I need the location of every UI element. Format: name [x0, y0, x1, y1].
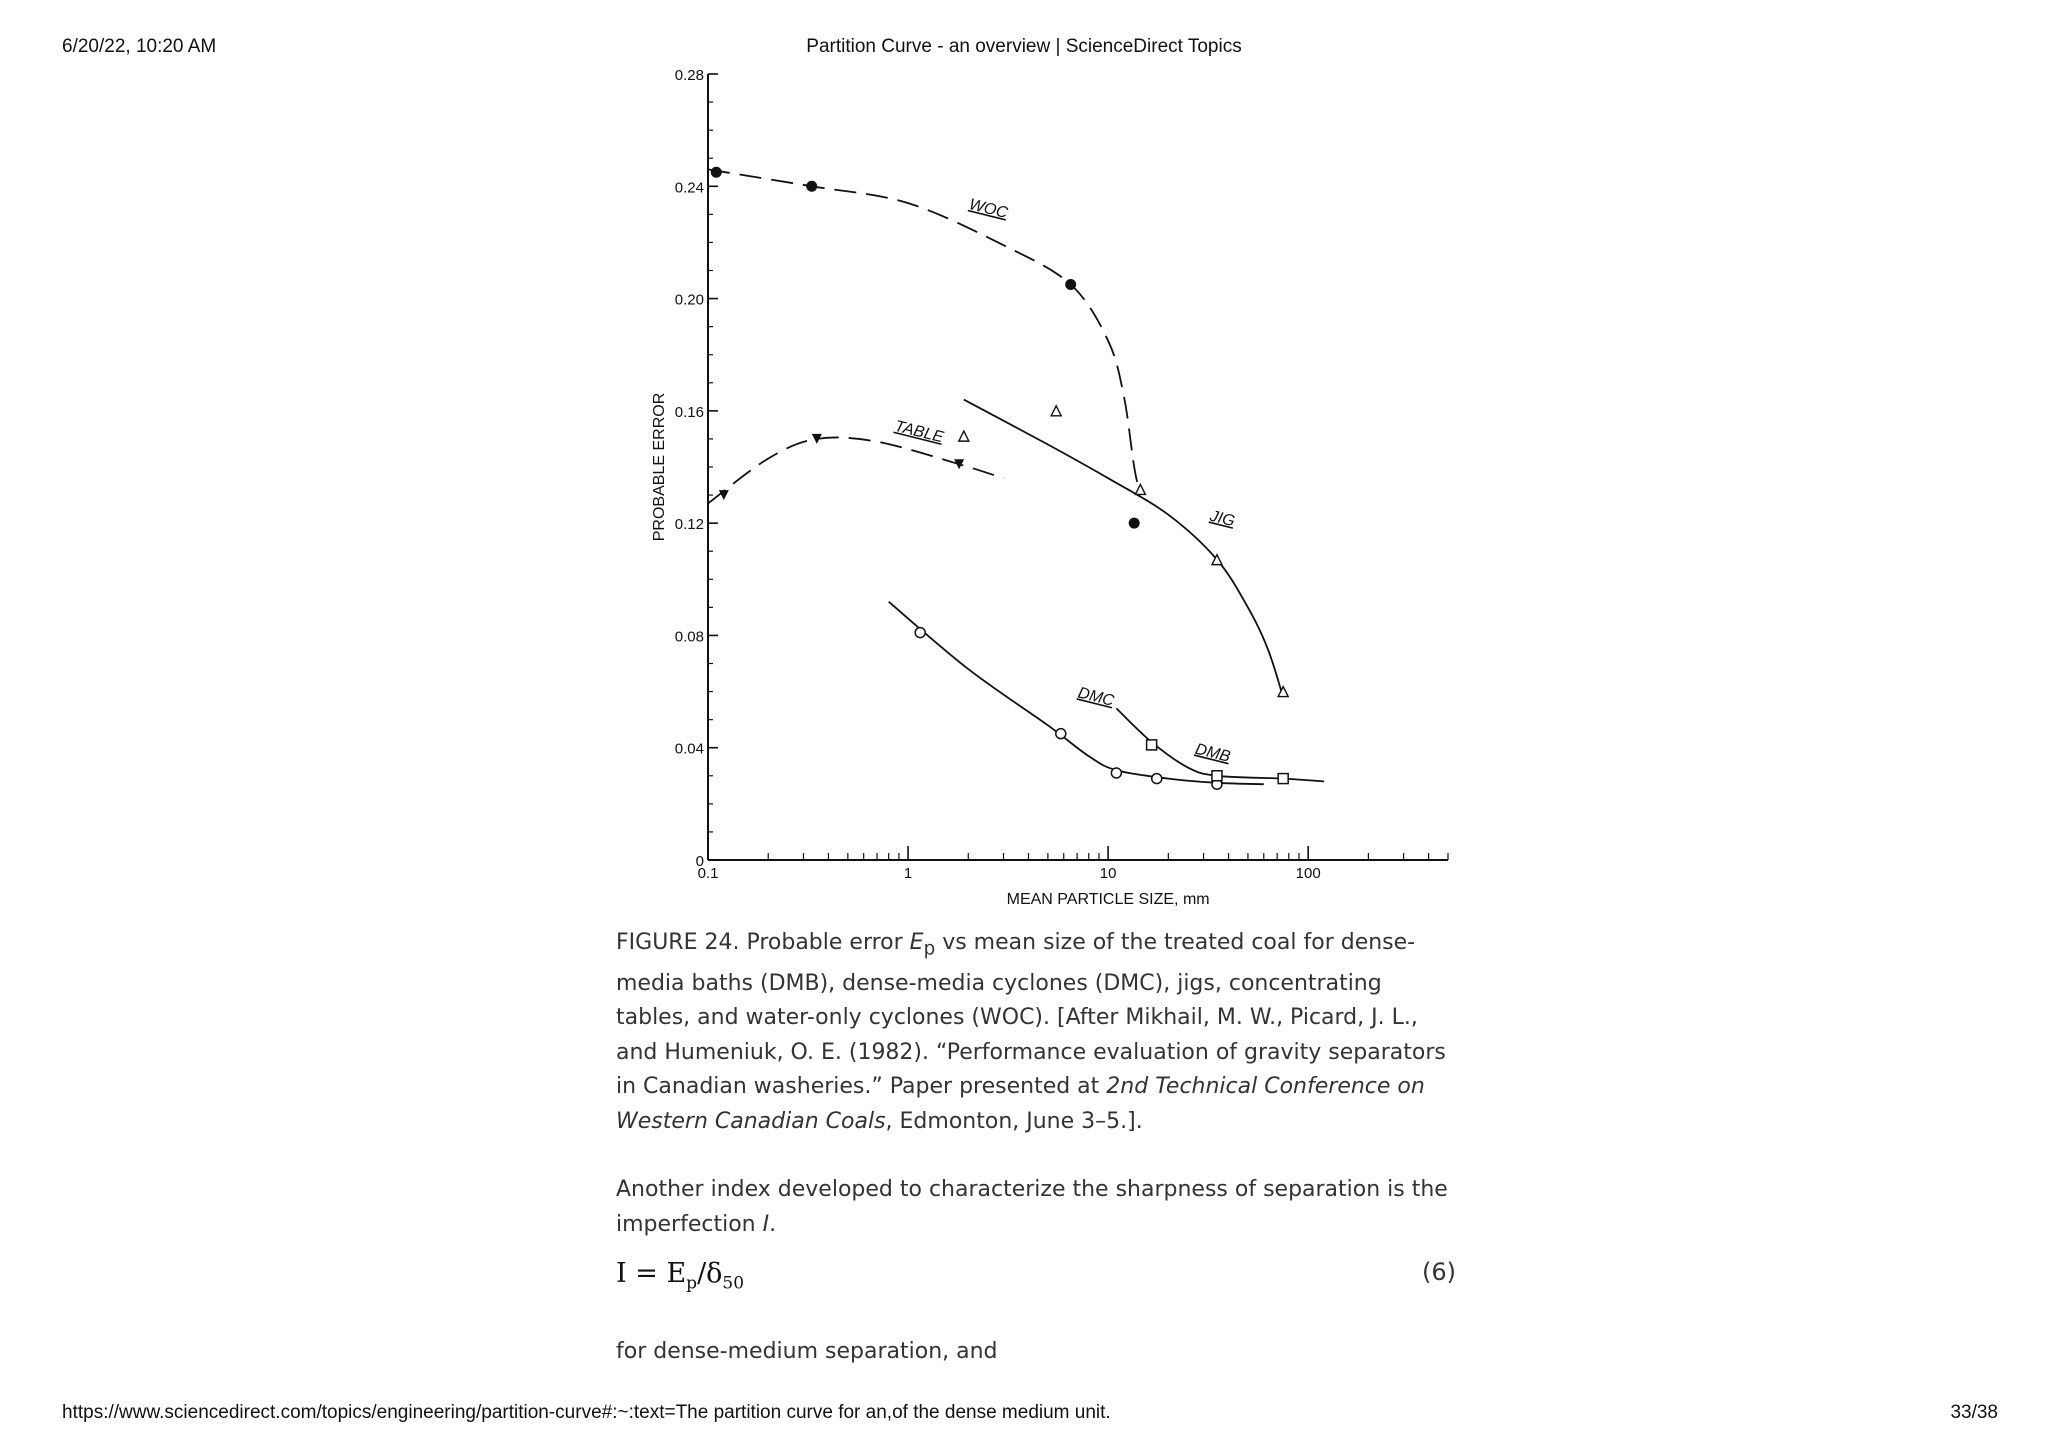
label-dmc: DMC: [1076, 684, 1116, 710]
y-tick-label-0.16: 0.16: [674, 403, 704, 421]
eq-ep-sub: p: [686, 1273, 698, 1294]
y-tick-label-0.24: 0.24: [674, 179, 704, 197]
point-woc-1: [806, 181, 817, 192]
label-woc: WOC: [967, 196, 1010, 223]
eq-lhs: I = E: [616, 1258, 687, 1289]
x-axis-label: MEAN PARTICLE SIZE, mm: [1006, 891, 1210, 908]
paragraph-end: .: [769, 1212, 777, 1237]
x-tick-label-0.1: 0.1: [697, 865, 719, 882]
print-page-number: 33/38: [1950, 1402, 1998, 1423]
figure-caption: [616, 926, 1456, 1139]
point-dmb-2: [1278, 774, 1288, 784]
point-table-0: [719, 490, 729, 500]
caption-body: vs mean size of the treated coal for dense-media baths (DMB), dense-media cyclones (DMC), jigs, concentrating tables, and water-only cyclones (WOC). [After Mikhail, M. W., Picard, J. L., and Humeniuk, O. E. (1982). “Performance evaluation of gravity separators in Canadian washeries.” Paper presented at: [616, 930, 1446, 1100]
caption-lead: FIGURE 24. Probable error: [616, 930, 910, 955]
print-datetime: 6/20/22, 10:20 AM: [62, 36, 217, 57]
y-tick-label-0: 0: [695, 853, 704, 870]
x-tick-label-10: 10: [1099, 865, 1117, 882]
equation-math: [616, 1258, 744, 1293]
body-paragraph: [616, 1172, 1456, 1242]
y-tick-label-0.04: 0.04: [674, 740, 704, 758]
point-dmc-2: [1111, 768, 1121, 778]
point-jig-0: [959, 431, 969, 441]
x-tick-label-100: 100: [1295, 865, 1321, 882]
point-woc-2: [1065, 279, 1076, 290]
point-dmb-1: [1212, 771, 1222, 781]
eq-delta-sub: 50: [722, 1273, 745, 1294]
y-tick-label-0.08: 0.08: [674, 628, 704, 646]
print-page-title: Partition Curve - an overview | ScienceDirect Topics: [806, 36, 1242, 57]
label-table: TABLE: [892, 417, 946, 447]
caption-conference: 2nd Technical Conference on Western Canadian Coals: [616, 1074, 1425, 1134]
curve-table: [708, 437, 1004, 503]
y-axis-label: PROBABLE ERROR: [651, 392, 668, 542]
label-dmb: DMB: [1193, 740, 1233, 766]
eq-slash: /δ: [697, 1258, 723, 1289]
caption-tail: , Edmonton, June 3–5.].: [885, 1108, 1143, 1134]
point-table-2: [954, 459, 964, 469]
point-dmc-3: [1152, 774, 1162, 784]
print-url: https://www.sciencedirect.com/topics/engineering/partition-curve#:~:text=The partition curve for an,of the dense medium unit.: [62, 1402, 1111, 1423]
y-tick-label-0.28: 0.28: [674, 67, 704, 84]
y-tick-label-0.20: 0.20: [674, 291, 704, 309]
x-tick-label-1: 1: [903, 865, 913, 882]
trailing-text: for dense-medium separation, and: [616, 1339, 998, 1364]
equation-6: [616, 1258, 1456, 1308]
point-jig-2: [1135, 484, 1145, 494]
point-woc-3: [1129, 518, 1140, 529]
caption-ep-sub: p: [923, 938, 936, 960]
probable-error-chart: [640, 60, 1460, 920]
equation-number: (6): [1422, 1258, 1456, 1286]
point-jig-1: [1051, 406, 1061, 416]
point-dmb-0: [1147, 740, 1157, 750]
paragraph-var: I: [762, 1212, 770, 1237]
point-dmc-0: [915, 628, 925, 638]
point-dmc-1: [1056, 729, 1066, 739]
y-tick-label-0.12: 0.12: [674, 516, 704, 534]
curve-jig: [964, 400, 1283, 698]
label-jig: JIG: [1208, 507, 1237, 531]
curve-woc: [708, 169, 1140, 495]
paragraph-text: Another index developed to characterize the sharpness of separation is the imperfection: [616, 1177, 1448, 1237]
caption-ep: E: [909, 930, 924, 955]
point-woc-0: [711, 167, 722, 178]
